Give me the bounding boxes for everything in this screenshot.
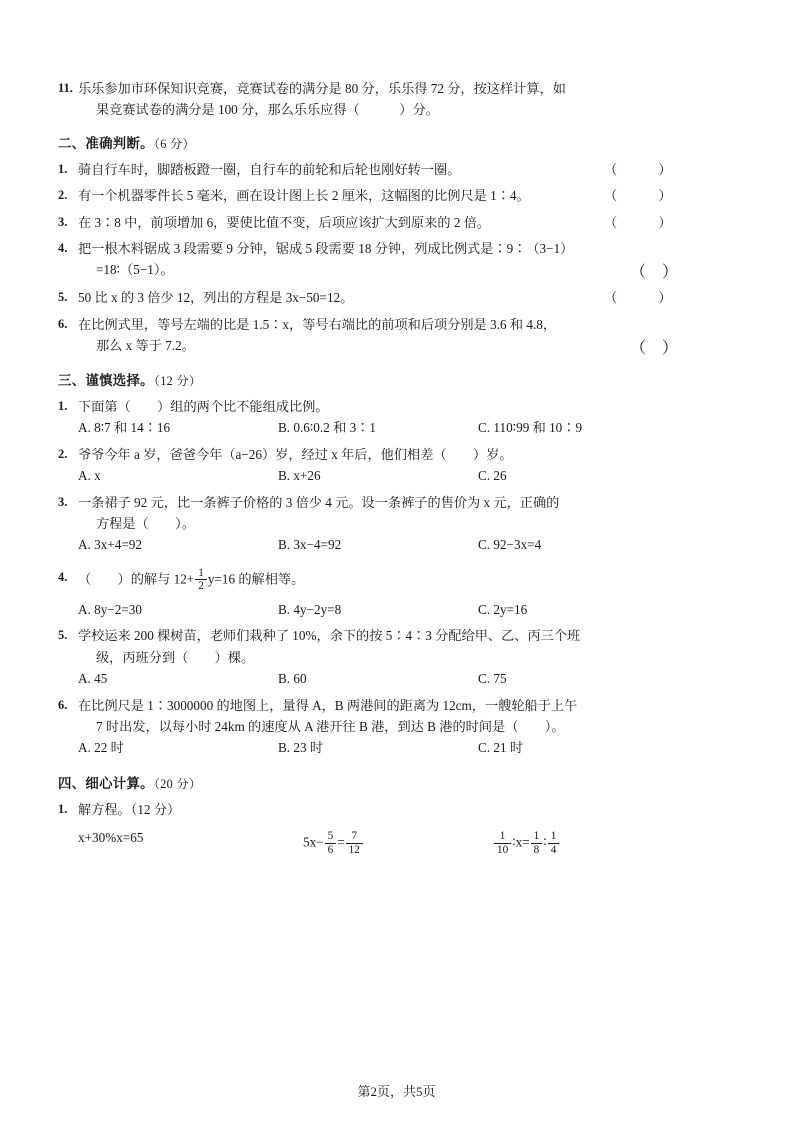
section-3-heading [58,370,678,389]
tf-item-6-line-1: 在比例式里，等号左端的比是 1.5∶x，等号右端比的前项和后项分别是 3.6 和 4.8， [78,316,557,332]
tf-item-5-text: 50 比 x 的 3 倍少 12，列出的方程是 3x−50=12。 [78,290,354,306]
choice-item-1-option-c[interactable]: C. 110∶99 和 10∶9 [478,420,583,436]
choice-item-4-stem-post: y=16 的解相等。 [207,571,305,587]
calc-expr-3-f2-den: 8 [531,843,543,857]
choice-item-5-stem-line-2: 级，丙班分到（ ）棵。 [96,649,255,665]
page-content [58,78,686,856]
choice-item-5-options [58,668,678,690]
tf-item-1-text: 骑自行车时，脚踏板蹬一圈，自行车的前轮和后轮也刚好转一圈。 [78,161,461,177]
tf-item-6 [58,314,678,358]
section-2-title: 二、准确判断。 [58,135,154,151]
calc-task-1 [58,799,678,820]
choice-item-4-fraction-denominator: 2 [195,579,207,593]
choice-item-2-stem: 爷爷今年 a 岁，爸爸今年（a−26）岁，经过 x 年后，他们相差（ ）岁。 [78,446,513,462]
tf-item-3 [58,212,686,233]
choice-item-1 [58,396,678,417]
tf-item-3-number: 3. [58,214,68,229]
tf-item-2-answer-box[interactable]: （ ） [604,188,686,204]
calc-expr-3-f1-den: 10 [494,843,511,857]
calc-expression-3[interactable] [493,830,673,856]
tf-item-6-answer-box[interactable]: （ ） [629,340,678,357]
tf-item-3-text: 在 3∶8 中，前项增加 6，要使比值不变，后项应该扩大到原来的 2 倍。 [78,214,491,230]
choice-item-6-stem-line-2: 7 时出发，以每小时 24km 的速度从 A 港开往 B 港，到达 B 港的时间是（ ）。 [96,718,565,734]
choice-item-2-number: 2. [58,446,68,461]
tf-item-4-line-1: 把一根木料锯成 3 段需要 9 分钟，锯成 5 段需要 18 分钟，列成比例式是∶9∶（3−1） [78,240,574,256]
choice-item-4-option-b[interactable]: B. 4y−2y=8 [278,601,342,617]
tf-item-2-number: 2. [58,188,68,203]
calc-expression-3-fraction-2 [531,830,543,856]
calc-expression-2-pre: 5x− [303,834,324,850]
calc-expr-3-f2-num: 1 [533,830,540,843]
choice-item-1-options [58,417,678,439]
choice-item-2-option-c[interactable]: C. 26 [478,468,507,484]
choice-item-3-option-c[interactable]: C. 92−3x=4 [478,537,542,553]
question-11-number: 11. [58,81,73,95]
choice-item-3-option-a[interactable]: A. 3x+4=92 [78,537,142,553]
choice-item-2-option-b[interactable]: B. x+26 [278,468,321,484]
question-11 [58,78,678,121]
choice-item-3-number: 3. [58,494,68,509]
choice-item-4-option-a[interactable]: A. 8y−2=30 [78,601,142,617]
question-11-line-2: 果竞赛试卷的满分是 100 分，那么乐乐应得（ ）分。 [96,102,439,118]
choice-item-6-option-b[interactable]: B. 23 时 [278,740,324,756]
calc-expr-2-f2-num: 7 [351,830,358,843]
choice-item-1-option-a[interactable]: A. 8∶7 和 14∶16 [78,420,171,436]
question-11-line-1: 乐乐参加市环保知识竞赛，竞赛试卷的满分是 80 分，乐乐得 72 分，按这样计算，如 [78,81,566,96]
choice-item-4 [58,567,678,593]
tf-item-5-answer-box[interactable]: （ ） [604,290,686,306]
tf-item-1-answer-box[interactable]: （ ） [604,161,686,177]
calc-expression-2-fraction-2 [346,830,363,856]
calc-expression-3-mid: ∶x= [512,834,530,850]
calc-expression-2[interactable] [303,830,493,856]
tf-item-5-number: 5. [58,290,68,305]
tf-item-1 [58,159,686,180]
choice-item-5-stem-line-1: 学校运来 200 棵树苗，老师们栽种了 10%，余下的按 5∶4∶3 分配给甲、乙、丙三个班 [78,628,581,644]
calc-expr-3-f1-num: 1 [499,830,506,843]
calc-expression-2-mid: = [337,834,345,850]
section-2-score: （6 分） [153,136,195,151]
choice-item-4-stem-pre: （ ）的解与 12+ [78,571,195,587]
section-4-title: 四、细心计算。 [58,775,154,791]
choice-item-5-number: 5. [58,628,68,643]
page-footer: 第2页，共5页 [357,1084,436,1099]
calc-task-1-number: 1. [58,801,68,816]
tf-item-6-number: 6. [58,316,68,331]
tf-item-4-number: 4. [58,240,68,255]
choice-item-6-options [58,737,678,759]
calc-expr-2-f1-num: 5 [327,830,334,843]
choice-item-6-option-c[interactable]: C. 21 时 [478,740,524,756]
tf-item-5 [58,287,686,308]
choice-item-2 [58,444,678,465]
choice-item-5-option-b[interactable]: B. 60 [278,671,307,687]
calc-expression-2-fraction-1 [325,830,337,856]
choice-item-3-stem-line-1: 一条裙子 92 元，比一条裤子价格的 3 倍少 4 元。设一条裤子的售价为 x 元，正确的 [78,494,560,510]
tf-item-4 [58,238,678,282]
calc-expr-3-f3-den: 4 [548,843,560,857]
choice-item-5-option-a[interactable]: A. 45 [78,671,108,687]
calc-task-1-label: 解方程。（12 分） [78,801,181,817]
choice-item-1-number: 1. [58,399,68,413]
choice-item-3-stem-line-2: 方程是（ ）。 [96,516,195,531]
choice-item-5-option-c[interactable]: C. 75 [478,671,507,687]
choice-item-6-option-a[interactable]: A. 22 时 [78,740,124,756]
calc-expr-3-f3-num: 1 [550,830,557,843]
choice-item-6-number: 6. [58,697,68,712]
choice-item-5 [58,625,678,668]
calc-expression-3-fraction-3 [548,830,560,856]
choice-item-3-option-b[interactable]: B. 3x−4=92 [278,537,342,553]
choice-item-1-option-b[interactable]: B. 0.6∶0.2 和 3∶1 [278,420,376,436]
choice-item-4-option-c[interactable]: C. 2y=16 [478,601,528,617]
calc-expr-2-f2-den: 12 [346,843,363,857]
section-3-title: 三、谨慎选择。 [58,373,154,388]
section-4-heading [58,773,678,792]
tf-item-2-text: 有一个机器零件长 5 毫米，画在设计图上长 2 厘米，这幅图的比例尺是 1∶4。 [78,188,530,204]
calc-expr-2-f1-den: 6 [325,843,337,857]
choice-item-6 [58,695,678,738]
section-3-score: （12 分） [153,374,202,388]
choice-item-2-options [58,465,678,487]
calc-task-1-expressions [58,830,678,856]
choice-item-1-stem: 下面第（ ）组的两个比不能组成比例。 [78,399,329,414]
tf-item-2 [58,185,686,206]
choice-item-4-number: 4. [58,569,68,584]
choice-item-3-options [58,534,678,556]
choice-item-3 [58,492,678,535]
calc-expression-3-fraction-1 [494,830,511,856]
tf-item-4-answer-box[interactable]: （ ） [629,264,678,282]
calc-expression-3-sep: ∶ [543,834,547,850]
choice-item-2-option-a[interactable]: A. x [78,468,101,484]
choice-item-4-options [58,599,678,621]
choice-item-6-stem-line-1: 在比例尺是 1∶3000000 的地图上，量得 A，B 两港间的距离为 12cm，一艘轮船于上午 [78,697,578,713]
section-4-score: （20 分） [153,776,202,791]
tf-item-3-answer-box[interactable]: （ ） [604,214,686,230]
tf-item-4-line-2: =18∶（5−1）。 [96,262,174,278]
choice-item-4-fraction-numerator: 1 [198,566,204,579]
tf-item-1-number: 1. [58,161,68,176]
tf-item-6-line-2: 那么 x 等于 7.2。 [96,338,195,353]
calc-expression-1[interactable]: x+30%x=65 [78,830,144,846]
choice-item-4-fraction [195,567,207,593]
section-2-heading [58,133,678,152]
